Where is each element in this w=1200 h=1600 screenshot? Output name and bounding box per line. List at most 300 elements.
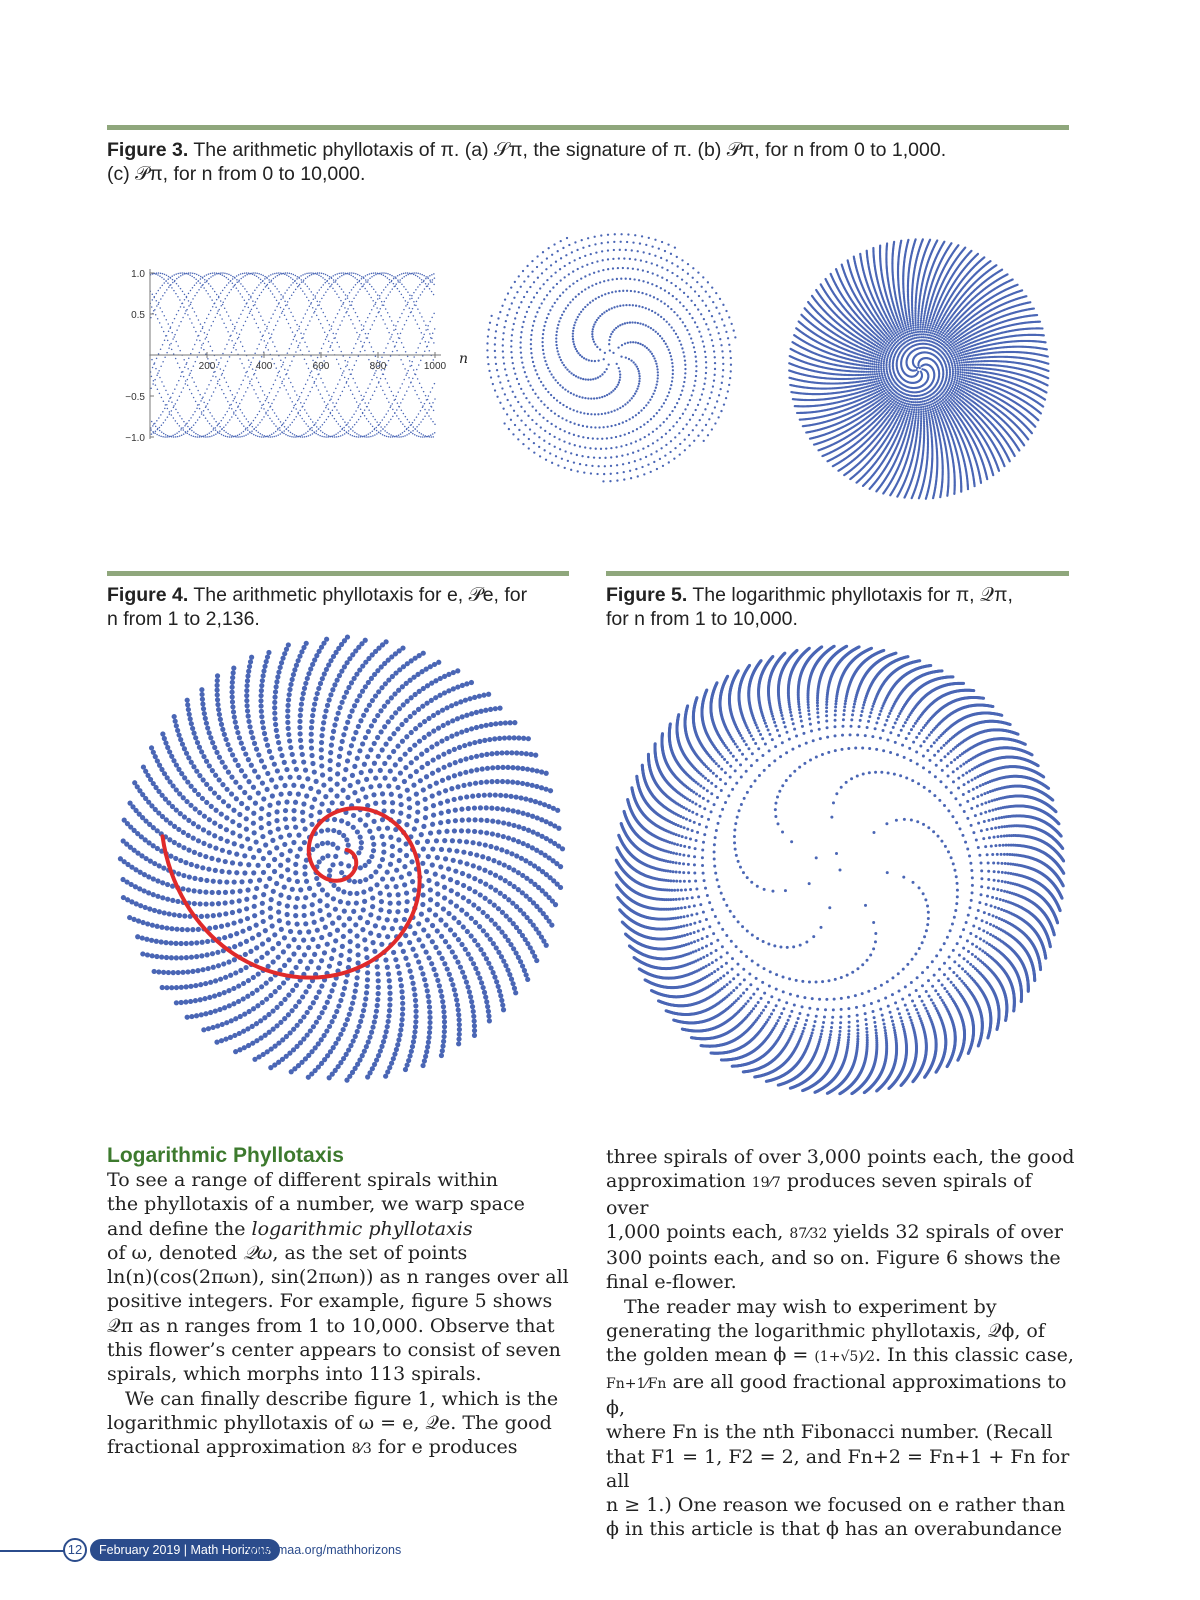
signature-sin-point bbox=[165, 434, 167, 436]
figure3b-point bbox=[573, 409, 575, 411]
figure3b-point bbox=[572, 341, 574, 343]
signature-cos-point bbox=[255, 417, 257, 419]
signature-cos-point bbox=[295, 334, 297, 336]
figure3c-point bbox=[959, 350, 961, 352]
signature-cos-point bbox=[370, 297, 372, 299]
figure3b-point bbox=[664, 250, 666, 252]
figure3b-point bbox=[660, 300, 662, 302]
signature-cos-point bbox=[418, 398, 420, 400]
signature-sin-point bbox=[272, 341, 274, 343]
signature-cos-point bbox=[164, 339, 166, 341]
signature-sin-point bbox=[367, 279, 369, 281]
figure3c-point bbox=[878, 357, 880, 359]
signature-cos-point bbox=[174, 388, 176, 390]
signature-sin-point bbox=[357, 291, 359, 293]
figure3b-point bbox=[608, 339, 610, 341]
figure3b-point bbox=[584, 288, 586, 290]
figure3c-point bbox=[891, 335, 893, 337]
figure3b-point bbox=[576, 280, 578, 282]
figure3b-point bbox=[641, 235, 643, 237]
signature-sin-point bbox=[369, 342, 371, 344]
figure3b-point bbox=[546, 257, 548, 259]
figure3b-point bbox=[507, 292, 509, 294]
signature-cos-point bbox=[209, 423, 211, 425]
signature-sin-point bbox=[172, 282, 174, 284]
figure3b-point bbox=[666, 395, 668, 397]
signature-sin-point bbox=[178, 285, 180, 287]
figure3c-point bbox=[918, 406, 920, 408]
figure3b-point bbox=[684, 368, 686, 370]
figure3b-point bbox=[551, 462, 553, 464]
figure3c-point bbox=[880, 350, 882, 352]
signature-sin-point bbox=[276, 288, 278, 290]
signature-cos-point bbox=[214, 302, 216, 304]
figure3c-point bbox=[968, 366, 970, 368]
figure3b-point bbox=[559, 268, 561, 270]
figure3c-point bbox=[877, 383, 879, 385]
signature-cos-point bbox=[409, 365, 411, 367]
signature-cos-point bbox=[247, 429, 249, 431]
signature-sin-point bbox=[188, 305, 190, 307]
signature-cos-point bbox=[367, 274, 369, 276]
signature-cos-point bbox=[156, 358, 158, 360]
figure3b-point bbox=[548, 247, 550, 249]
figure3b-point bbox=[603, 473, 605, 475]
figure3c-point bbox=[870, 382, 872, 384]
signature-cos-point bbox=[186, 423, 188, 425]
signature-cos-point bbox=[249, 425, 251, 427]
figure3b-point bbox=[730, 364, 732, 366]
figure3c-point bbox=[874, 383, 876, 385]
figure3c-point bbox=[920, 409, 922, 411]
figure3c-point bbox=[965, 377, 967, 379]
figure3b-point bbox=[612, 390, 614, 392]
figure3b-point bbox=[508, 428, 510, 430]
figure3c-point bbox=[873, 371, 875, 373]
signature-sin-point bbox=[178, 276, 180, 278]
figure3b-point bbox=[564, 276, 566, 278]
signature-sin-point bbox=[256, 308, 258, 310]
figure3b-point bbox=[594, 413, 596, 415]
figure3b-point bbox=[672, 295, 674, 297]
signature-sin-point bbox=[283, 378, 285, 380]
signature-cos-point bbox=[354, 397, 356, 399]
signature-sin-point bbox=[410, 432, 412, 434]
signature-sin-point bbox=[308, 435, 310, 437]
signature-sin-point bbox=[359, 275, 361, 277]
figure3b-point bbox=[709, 334, 711, 336]
signature-sin-point bbox=[356, 421, 358, 423]
signature-sin-point bbox=[291, 422, 293, 424]
signature-sin-point bbox=[356, 360, 358, 362]
figure3b-point bbox=[573, 327, 575, 329]
figure3b-point bbox=[496, 324, 498, 326]
signature-cos-point bbox=[311, 427, 313, 429]
figure3c-point bbox=[869, 371, 871, 373]
signature-sin-point bbox=[428, 409, 430, 411]
signature-sin-point bbox=[340, 395, 342, 397]
figure3b-point bbox=[683, 292, 685, 294]
signature-cos-point bbox=[277, 428, 279, 430]
signature-sin-point bbox=[373, 288, 375, 290]
signature-sin-point bbox=[274, 436, 276, 438]
signature-sin-point bbox=[150, 387, 152, 389]
figure3c-point bbox=[883, 393, 885, 395]
figure3b-point bbox=[557, 353, 559, 355]
figure3b-point bbox=[638, 380, 640, 382]
signature-sin-point bbox=[262, 320, 264, 322]
signature-cos-point bbox=[398, 434, 400, 436]
signature-cos-point bbox=[333, 275, 335, 277]
signature-sin-point bbox=[164, 315, 166, 317]
figure3b-point bbox=[610, 437, 612, 439]
figure3b-point bbox=[668, 461, 670, 463]
signature-cos-point bbox=[268, 349, 270, 351]
figure3b-point bbox=[579, 445, 581, 447]
signature-sin-point bbox=[236, 402, 238, 404]
figure3b-point bbox=[636, 428, 638, 430]
figure3b-point bbox=[610, 473, 612, 475]
figure3c-point bbox=[914, 322, 916, 324]
figure3b-point bbox=[601, 242, 603, 244]
signature-cos-point bbox=[394, 345, 396, 347]
signature-sin-point bbox=[420, 294, 422, 296]
signature-sin-point bbox=[283, 273, 285, 275]
signature-cos-point bbox=[357, 282, 359, 284]
signature-sin-point bbox=[168, 286, 170, 288]
figure3c-point bbox=[907, 406, 909, 408]
signature-sin-point bbox=[412, 378, 414, 380]
figure3c-point bbox=[924, 326, 926, 328]
signature-cos-point bbox=[354, 277, 356, 279]
figure3c-point bbox=[904, 320, 906, 322]
signature-sin-point bbox=[212, 288, 214, 290]
figure3c-point bbox=[924, 324, 926, 326]
signature-cos-point bbox=[384, 435, 386, 437]
figure3b-point bbox=[581, 239, 583, 241]
figure3b-point bbox=[532, 389, 534, 391]
figure3b-point bbox=[705, 290, 707, 292]
signature-sin-point bbox=[383, 304, 385, 306]
signature-sin-point bbox=[349, 301, 351, 303]
signature-cos-point bbox=[360, 341, 362, 343]
figure3c-point bbox=[882, 354, 884, 356]
figure3b-point bbox=[591, 360, 593, 362]
signature-sin-point bbox=[382, 304, 384, 306]
figure3c-point bbox=[919, 324, 921, 326]
figure3c-point bbox=[881, 391, 883, 393]
figure3c-point bbox=[963, 354, 965, 356]
signature-cos-point bbox=[310, 372, 312, 374]
figure3b-point bbox=[532, 361, 534, 363]
figure3b-point bbox=[686, 423, 688, 425]
signature-cos-point bbox=[164, 436, 166, 438]
figure3b-point bbox=[639, 242, 641, 244]
figure3b-point bbox=[642, 323, 644, 325]
figure3c-point bbox=[884, 357, 886, 359]
figure3c-point bbox=[932, 335, 934, 337]
figure3b-point bbox=[714, 362, 716, 364]
figure3b-point bbox=[619, 305, 621, 307]
signature-sin-point bbox=[180, 288, 182, 290]
signature-sin-point bbox=[400, 436, 402, 438]
signature-sin-point bbox=[155, 431, 157, 433]
figure3b-point bbox=[555, 455, 557, 457]
figure3b-point bbox=[670, 282, 672, 284]
signature-sin-point bbox=[258, 311, 260, 313]
signature-sin-point bbox=[347, 297, 349, 299]
figure3c-point bbox=[957, 369, 959, 371]
figure3b-point bbox=[649, 295, 651, 297]
figure3b-point bbox=[599, 375, 601, 377]
signature-sin-point bbox=[371, 276, 373, 278]
signature-sin-point bbox=[341, 320, 343, 322]
figure3c-point bbox=[881, 348, 883, 350]
figure3b-point bbox=[671, 377, 673, 379]
signature-cos-point bbox=[161, 397, 163, 399]
figure3b-point bbox=[497, 375, 499, 377]
figure3b-point bbox=[604, 395, 606, 397]
signature-sin-point bbox=[280, 421, 282, 423]
figure3b-point bbox=[540, 400, 542, 402]
signature-cos-point bbox=[258, 327, 260, 329]
signature-sin-point bbox=[162, 311, 164, 313]
signature-cos-point bbox=[191, 393, 193, 395]
signature-sin-point bbox=[307, 395, 309, 397]
figure3b-point bbox=[607, 241, 609, 243]
figure3b-point bbox=[549, 370, 551, 372]
signature-cos-point bbox=[332, 350, 334, 352]
figure3b-point bbox=[682, 305, 684, 307]
figure3b-point bbox=[597, 317, 599, 319]
signature-cos-point bbox=[221, 389, 223, 391]
signature-cos-point bbox=[194, 344, 196, 346]
signature-cos-point bbox=[225, 397, 227, 399]
signature-sin-point bbox=[205, 407, 207, 409]
signature-sin-point bbox=[151, 433, 153, 435]
figure3b-point bbox=[675, 285, 677, 287]
figure3b-point bbox=[602, 259, 604, 261]
figure3c-point bbox=[952, 372, 954, 374]
signature-sin-point bbox=[254, 272, 256, 274]
signature-sin-point bbox=[419, 312, 421, 314]
signature-cos-point bbox=[352, 276, 354, 278]
figure3b-point bbox=[523, 280, 525, 282]
figure3b-point bbox=[705, 305, 707, 307]
signature-sin-point bbox=[267, 410, 269, 412]
figure3b-point bbox=[522, 321, 524, 323]
figure3b-point bbox=[531, 329, 533, 331]
figure3c-point bbox=[911, 332, 913, 334]
signature-sin-point bbox=[229, 419, 231, 421]
signature-cos-point bbox=[311, 430, 313, 432]
figure3b-point bbox=[657, 314, 659, 316]
figure3c-point bbox=[889, 337, 891, 339]
signature-sin-point bbox=[330, 436, 332, 438]
signature-sin-point bbox=[156, 300, 158, 302]
signature-sin-point bbox=[270, 436, 272, 438]
figure3b-point bbox=[513, 297, 515, 299]
signature-sin-point bbox=[358, 355, 360, 357]
figure3c-point bbox=[915, 413, 917, 415]
signature-cos-point bbox=[199, 282, 201, 284]
figure3b-point bbox=[538, 377, 540, 379]
signature-cos-point bbox=[351, 352, 353, 354]
figure3c-point bbox=[915, 324, 917, 326]
signature-sin-point bbox=[311, 291, 313, 293]
figure3b-point bbox=[688, 333, 690, 335]
signature-sin-point bbox=[316, 426, 318, 428]
signature-cos-point bbox=[219, 385, 221, 387]
figure3b-point bbox=[590, 253, 592, 255]
figure3b-point bbox=[684, 439, 686, 441]
signature-cos-point bbox=[209, 432, 211, 434]
signature-sin-point bbox=[279, 387, 281, 389]
signature-cos-point bbox=[397, 275, 399, 277]
signature-sin-point bbox=[311, 316, 313, 318]
figure3b-point bbox=[697, 272, 699, 274]
figure3b-point bbox=[529, 428, 531, 430]
signature-sin-point bbox=[313, 294, 315, 296]
signature-sin-point bbox=[290, 432, 292, 434]
signature-cos-point bbox=[196, 282, 198, 284]
signature-cos-point bbox=[422, 407, 424, 409]
figure3b-point bbox=[499, 311, 501, 313]
figure3b-point bbox=[574, 346, 576, 348]
figure3c-point bbox=[956, 345, 958, 347]
signature-cos-point bbox=[337, 383, 339, 385]
figure3b-point bbox=[544, 321, 546, 323]
figure3b-point bbox=[572, 298, 574, 300]
signature-sin-point bbox=[187, 426, 189, 428]
signature-cos-point bbox=[329, 330, 331, 332]
signature-sin-point bbox=[329, 324, 331, 326]
signature-cos-point bbox=[338, 273, 340, 275]
signature-sin-point bbox=[200, 286, 202, 288]
signature-cos-point bbox=[236, 322, 238, 324]
signature-sin-point bbox=[403, 346, 405, 348]
signature-sin-point bbox=[373, 275, 375, 277]
signature-sin-point bbox=[197, 356, 199, 358]
signature-cos-point bbox=[164, 408, 166, 410]
figure3b-point bbox=[527, 415, 529, 417]
signature-sin-point bbox=[207, 403, 209, 405]
figure3b-point bbox=[510, 340, 512, 342]
figure3b-point bbox=[655, 363, 657, 365]
figure3b-point bbox=[668, 391, 670, 393]
signature-sin-point bbox=[223, 427, 225, 429]
signature-cos-point bbox=[283, 385, 285, 387]
figure3b-point bbox=[683, 381, 685, 383]
signature-cos-point bbox=[311, 302, 313, 304]
figure3b-point bbox=[558, 320, 560, 322]
figure3b-point bbox=[561, 458, 563, 460]
signature-cos-point bbox=[287, 417, 289, 419]
figure3c-point bbox=[923, 318, 925, 320]
figure3b-point bbox=[490, 376, 492, 378]
signature-cos-point bbox=[221, 434, 223, 436]
figure3b-point bbox=[542, 417, 544, 419]
signature-sin-point bbox=[285, 305, 287, 307]
signature-sin-point bbox=[424, 351, 426, 353]
signature-cos-point bbox=[319, 352, 321, 354]
signature-cos-point bbox=[199, 408, 201, 410]
signature-sin-point bbox=[226, 311, 228, 313]
signature-cos-point bbox=[230, 280, 232, 282]
signature-cos-point bbox=[226, 277, 228, 279]
figure3b-point bbox=[684, 372, 686, 374]
figure3b-point bbox=[691, 317, 693, 319]
figure3c-point bbox=[915, 409, 917, 411]
signature-cos-point bbox=[166, 404, 168, 406]
figure3b-point bbox=[559, 356, 561, 358]
signature-sin-point bbox=[282, 364, 284, 366]
signature-cos-point bbox=[297, 330, 299, 332]
figure3b-point bbox=[647, 271, 649, 273]
figure3c-point bbox=[883, 368, 885, 370]
figure3b-point bbox=[635, 341, 637, 343]
signature-cos-point bbox=[270, 317, 272, 319]
signature-cos-point bbox=[298, 345, 300, 347]
signature-cos-point bbox=[361, 278, 363, 280]
signature-sin-point bbox=[174, 334, 176, 336]
signature-sin-point bbox=[409, 294, 411, 296]
signature-cos-point bbox=[353, 413, 355, 415]
signature-sin-point bbox=[168, 276, 170, 278]
signature-sin-point bbox=[254, 428, 256, 430]
figure3b-point bbox=[554, 271, 556, 273]
figure3b-point bbox=[516, 291, 518, 293]
figure3b-point bbox=[633, 278, 635, 280]
figure3c-point bbox=[937, 408, 939, 410]
signature-sin-point bbox=[330, 398, 332, 400]
signature-sin-point bbox=[387, 382, 389, 384]
signature-sin-point bbox=[179, 435, 181, 437]
signature-cos-point bbox=[181, 427, 183, 429]
signature-sin-point bbox=[365, 333, 367, 335]
signature-cos-point bbox=[162, 411, 164, 413]
figure3b-point bbox=[682, 269, 684, 271]
figure3c-point bbox=[930, 411, 932, 413]
figure3b-point bbox=[611, 291, 613, 293]
signature-cos-point bbox=[333, 392, 335, 394]
figure3b-point bbox=[656, 274, 658, 276]
signature-cos-point bbox=[157, 318, 159, 319]
figure3b-point bbox=[620, 445, 622, 447]
figure3c-point bbox=[910, 325, 912, 327]
signature-sin-point bbox=[296, 324, 298, 326]
figure3b-point bbox=[514, 373, 516, 375]
signature-sin-point bbox=[327, 351, 329, 353]
signature-sin-point bbox=[227, 433, 229, 435]
signature-sin-point bbox=[335, 279, 337, 281]
signature-sin-point bbox=[201, 436, 203, 438]
figure3c-point bbox=[945, 399, 947, 401]
figure3b-point bbox=[678, 398, 680, 400]
figure3b-point bbox=[637, 368, 639, 370]
signature-sin-point bbox=[183, 433, 185, 435]
signature-sin-point bbox=[326, 419, 328, 421]
figure3b-point bbox=[581, 356, 583, 358]
signature-sin-point bbox=[193, 381, 195, 383]
figure3b-point bbox=[557, 350, 559, 352]
figure3b-point bbox=[547, 391, 549, 393]
signature-sin-point bbox=[292, 316, 294, 318]
signature-sin-point bbox=[183, 387, 185, 389]
figure3c-point bbox=[875, 378, 877, 380]
signature-cos-point bbox=[256, 287, 258, 289]
figure3b-point bbox=[689, 399, 691, 401]
